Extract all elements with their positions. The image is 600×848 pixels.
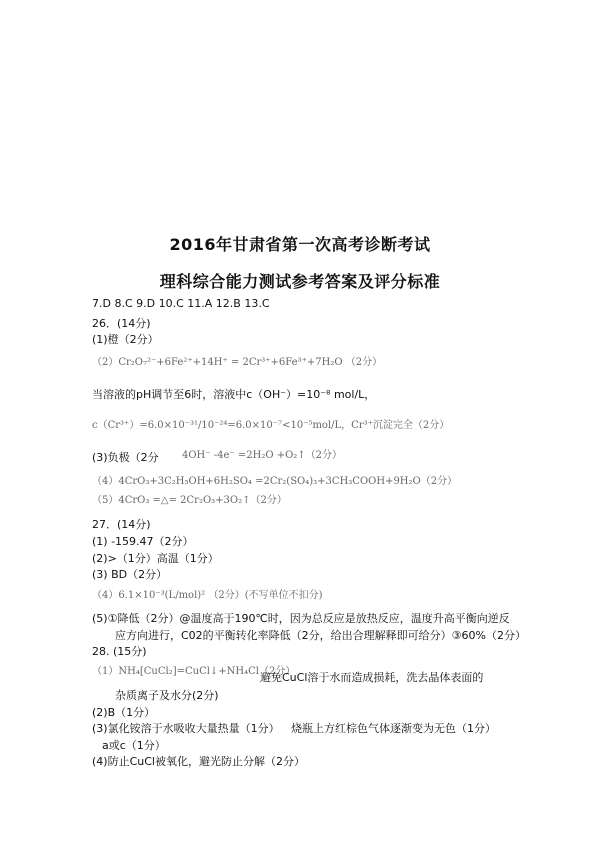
q26-part3-label: (3)负极（2分 bbox=[92, 451, 159, 464]
q27-part3: (3) BD（2分） bbox=[92, 568, 168, 581]
q28-part1-continued: 杂质离子及水分(2分) bbox=[115, 689, 219, 702]
q26-ph-text: 当溶液的pH调节至6时，溶液中c（OH⁻）=10⁻⁸ mol/L， bbox=[92, 388, 376, 401]
q28-part3-c: a或c（1分） bbox=[102, 739, 166, 752]
q27-part5-line1: (5)①降低（2分）@温度高于190℃时，因为总反应是放热反应，温度升高平衡向逆反 bbox=[92, 612, 510, 625]
q27-header: 27．(14分) bbox=[92, 518, 151, 531]
multiple-choice-answers: 7.D 8.C 9.D 10.C 11.A 12.B 13.C bbox=[92, 297, 270, 310]
q26-cr-concentration: c（Cr³⁺）=6.0×10⁻³¹/10⁻²⁴=6.0×10⁻⁷<10⁻⁵mol/L，Cr³⁺沉淀完全（2分） bbox=[92, 420, 450, 431]
q28-header: 28. (15分) bbox=[92, 645, 147, 658]
q26-part1: (1)橙（2分） bbox=[92, 333, 159, 346]
answer-key-title: 理科综合能力测试参考答案及评分标准 bbox=[159, 272, 441, 291]
q28-part2: (2)B（1分） bbox=[92, 706, 156, 719]
q28-part1-equation: （1）NH₄[CuCl₂]=CuCl↓+NH₄Cl（2分） bbox=[92, 666, 296, 677]
q26-part5-equation: （5）4CrO₃ =△= 2Cr₂O₃+3O₂↑（2分） bbox=[92, 495, 287, 506]
q28-part3-a: (3)氯化铵溶于水吸收大量热量（1分） bbox=[92, 722, 280, 735]
q26-header: 26．(14分) bbox=[92, 317, 151, 330]
q28-part4: (4)防止CuCl被氧化，避光防止分解（2分） bbox=[92, 755, 305, 768]
q26-part2-equation: （2）Cr₂O₇²⁻+6Fe²⁺+14H⁺ = 2Cr³⁺+6Fe³⁺+7H₂O （2分） bbox=[92, 357, 383, 368]
q27-part2: (2)>（1分）高温（1分） bbox=[92, 552, 219, 565]
q27-part1: (1) -159.47（2分） bbox=[92, 535, 194, 548]
q28-part3-b: 烧瓶上方红棕色气体逐渐变为无色（1分） bbox=[291, 722, 496, 735]
q27-part5-line2: 应方向进行，C02的平衡转化率降低（2分，给出合理解释即可给分）③60%（2分） bbox=[115, 629, 526, 642]
q28-part1-text: 避免CuCl溶于水而造成损耗，洗去晶体表面的 bbox=[260, 671, 484, 684]
q26-part3-equation: 4OH⁻ -4e⁻ =2H₂O +O₂↑（2分） bbox=[182, 450, 343, 461]
q27-part4: （4）6.1×10⁻³(L/mol)² （2分）(不写单位不扣分) bbox=[92, 590, 323, 601]
exam-title: 2016年甘肃省第一次高考诊断考试 bbox=[169, 235, 431, 254]
q26-part4-equation: （4）4CrO₃+3C₂H₅OH+6H₂SO₄ =2Cr₂(SO₄)₃+3CH₃COOH+9H₂O（2分） bbox=[92, 476, 458, 487]
